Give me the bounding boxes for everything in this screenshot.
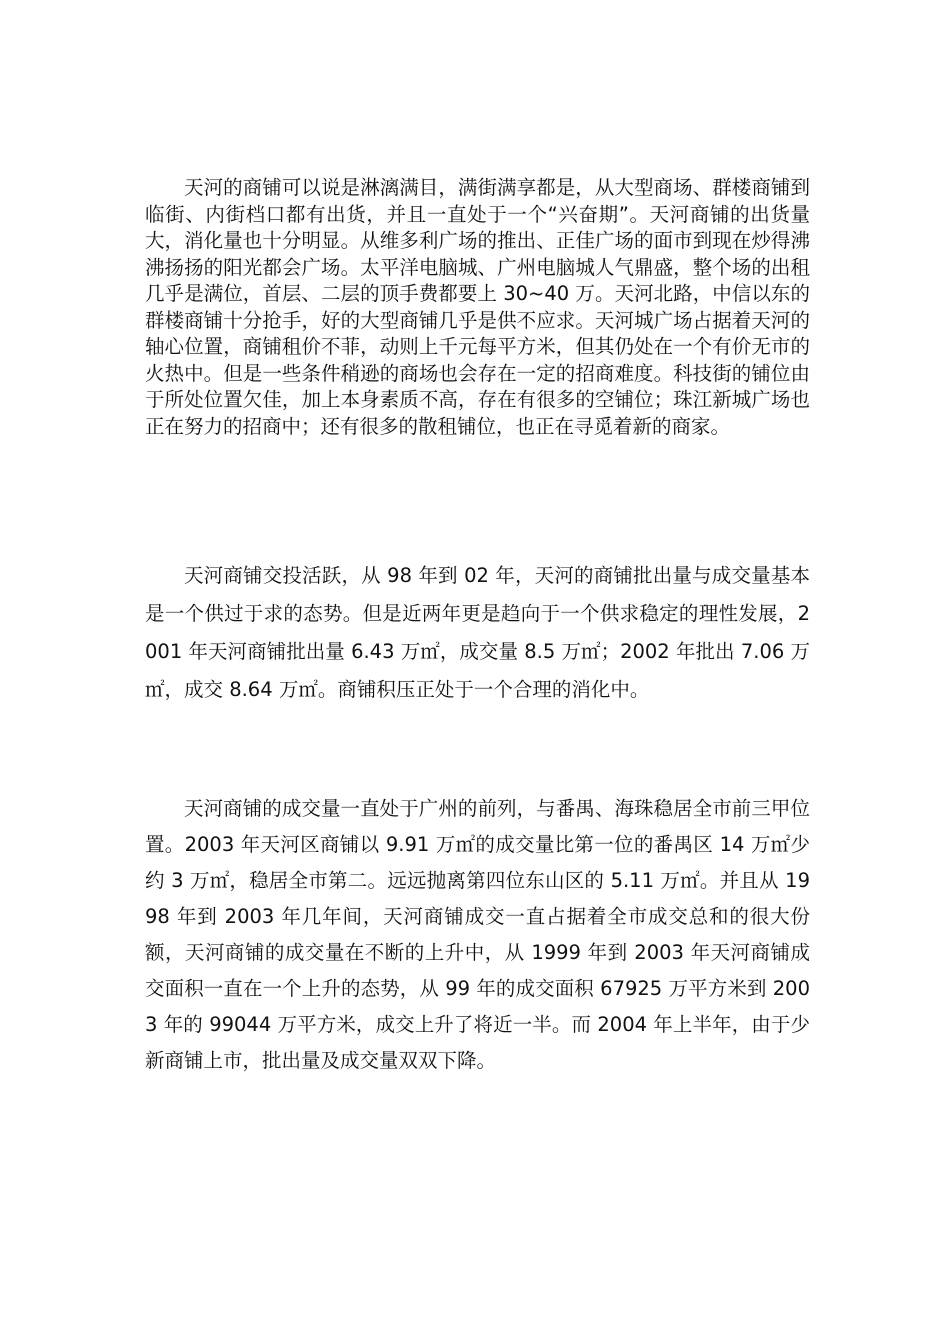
paragraph-tianhe-shops-overview: 天河的商铺可以说是淋漓满目，满街满享都是，从大型商场、群楼商铺到临街、内街档口都有出货，并且一直处于一个“兴奋期”。天河商铺的出货量大，消化量也十分明显。从维多利广场的推出、正佳广场的面市到现在炒得沸沸扬扬的阳光都会广场。太平洋电脑城、广州电脑城人气鼎盛，整个场的出租几乎是满位，首层、二层的顶手费都要上 30~40 万。天河北路，中信以东的群楼商铺十分抢手，好的大型商铺几乎是供不应求。天河城广场占据着天河的轴心位置，商铺租价不菲，动则上千元每平方米，但其仍处在一个有价无市的火热中。但是一些条件稍逊的商场也会存在一定的招商难度。科技街的铺位由于所处位置欠佳，加上本身素质不高，存在有很多的空铺位；珠江新城广场也正在努力的招商中；还有很多的散租铺位，也正在寻觅着新的商家。 xyxy=(145,176,810,438)
paragraph-tianhe-transaction-volume: 天河商铺的成交量一直处于广州的前列，与番禺、海珠稳居全市前三甲位置。2003 年天河区商铺以 9.91 万㎡的成交量比第一位的番禺区 14 万㎡少约 3 万㎡，稳居全市第二。远远抛离第四位东山区的 5.11 万㎡。并且从 1998 年到 2003 年几年间，天河商铺成交一直占据着全市成交总和的很大份额，天河商铺的成交量在不断的上升中，从 1999 年到 2003 年天河商铺成交面积一直在一个上升的态势，从 99 年的成交面积 67925 万平方米到 2003 年的 99044 万平方米，成交上升了将近一半。而 2004 年上半年，由于少新商铺上市，批出量及成交量双双下降。 xyxy=(145,797,810,1072)
paragraph-tianhe-supply-demand: 天河商铺交投活跃，从 98 年到 02 年，天河的商铺批出量与成交量基本是一个供过于求的态势。但是近两年更是趋向于一个供求稳定的理性发展，2001 年天河商铺批出量 6.43 万㎡，成交量 8.5 万㎡；2002 年批出 7.06 万㎡，成交 8.64 万㎡。商铺积压正处于一个合理的消化中。 xyxy=(145,564,810,701)
